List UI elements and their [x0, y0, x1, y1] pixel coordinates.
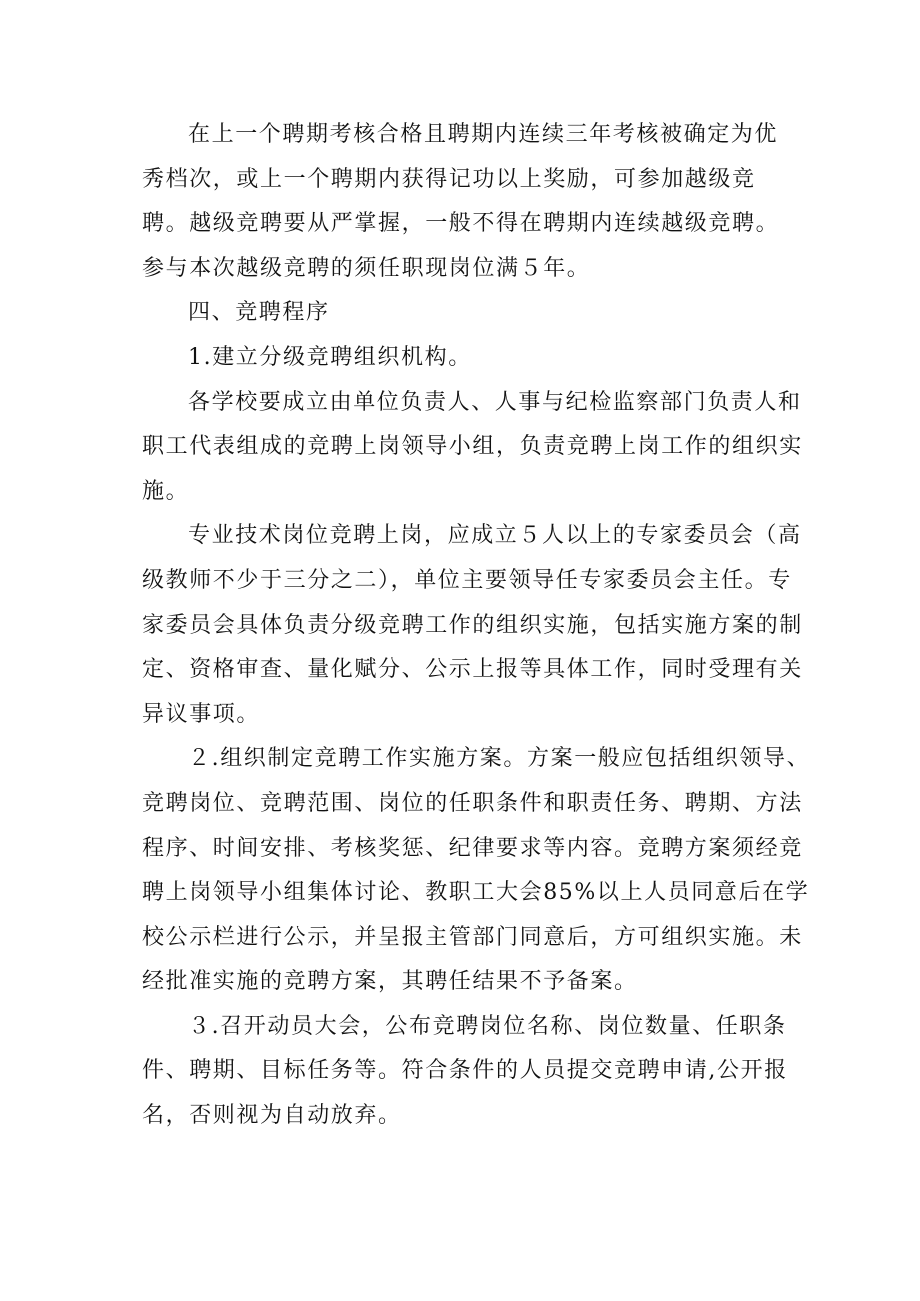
- paragraph-advanced-competition: [142, 113, 792, 291]
- step-line: 1.建立分级竞聘组织机构。: [188, 344, 472, 370]
- text-line: 级教师不少于三分之二），单位主要领导任专家委员会主任。专: [142, 567, 792, 593]
- text-line: 程序、时间安排、考核奖惩、纪律要求等内容。竞聘方案须经竞: [142, 835, 803, 861]
- text-line: 名，否则视为自动放弃。: [142, 1103, 402, 1129]
- step-2-paragraph: [142, 737, 811, 1005]
- text-line: 异议事项。: [142, 701, 261, 727]
- text-line: 聘。越级竞聘要从严掌握，一般不得在聘期内连续越级竞聘。: [142, 211, 780, 237]
- paragraph-expert-committee: [142, 514, 803, 737]
- step-1-heading: [142, 336, 792, 381]
- text-line: 在上一个聘期考核合格且聘期内连续三年考核被确定为优: [188, 122, 779, 147]
- text-line: 聘上岗领导小组集体讨论、教职工大会85%以上人员同意后在学: [142, 880, 810, 906]
- section-heading-procedure: [142, 291, 792, 336]
- text-line: 定、资格审查、量化赋分、公示上报等具体工作，同时受理有关: [142, 657, 803, 683]
- text-line: 件、聘期、目标任务等。符合条件的人员提交竞聘申请,公开报: [142, 1058, 788, 1084]
- text-line: ２.组织制定竞聘工作实施方案。方案一般应包括组织领导、: [188, 746, 811, 772]
- text-line: 职工代表组成的竞聘上岗领导小组，负责竞聘上岗工作的组织实: [142, 434, 803, 460]
- document-page: [142, 113, 811, 1139]
- step-3-paragraph: [142, 1005, 792, 1139]
- text-line: 经批准实施的竞聘方案，其聘任结果不予备案。: [142, 969, 638, 995]
- text-line: 秀档次，或上一个聘期内获得记功以上奖励，可参加越级竞: [142, 166, 756, 192]
- text-line: 校公示栏进行公示，并呈报主管部门同意后，方可组织实施。未: [142, 924, 803, 950]
- text-line: 各学校要成立由单位负责人、人事与纪检监察部门负责人和: [188, 389, 802, 415]
- text-line: 竞聘岗位、竞聘范围、岗位的任职条件和职责任务、聘期、方法: [142, 790, 803, 816]
- text-line: 施。: [142, 478, 190, 504]
- text-line: 专业技术岗位竞聘上岗，应成立５人以上的专家委员会（高: [188, 523, 802, 549]
- paragraph-leadership-group: [142, 381, 803, 515]
- text-line: 家委员会具体负责分级竞聘工作的组织实施，包括实施方案的制: [142, 612, 803, 638]
- text-line: 参与本次越级竞聘的须任职现岗位满５年。: [142, 255, 591, 281]
- heading-line: 四、竞聘程序: [188, 300, 330, 326]
- text-line: ３.召开动员大会，公布竞聘岗位名称、岗位数量、任职条: [188, 1013, 787, 1039]
